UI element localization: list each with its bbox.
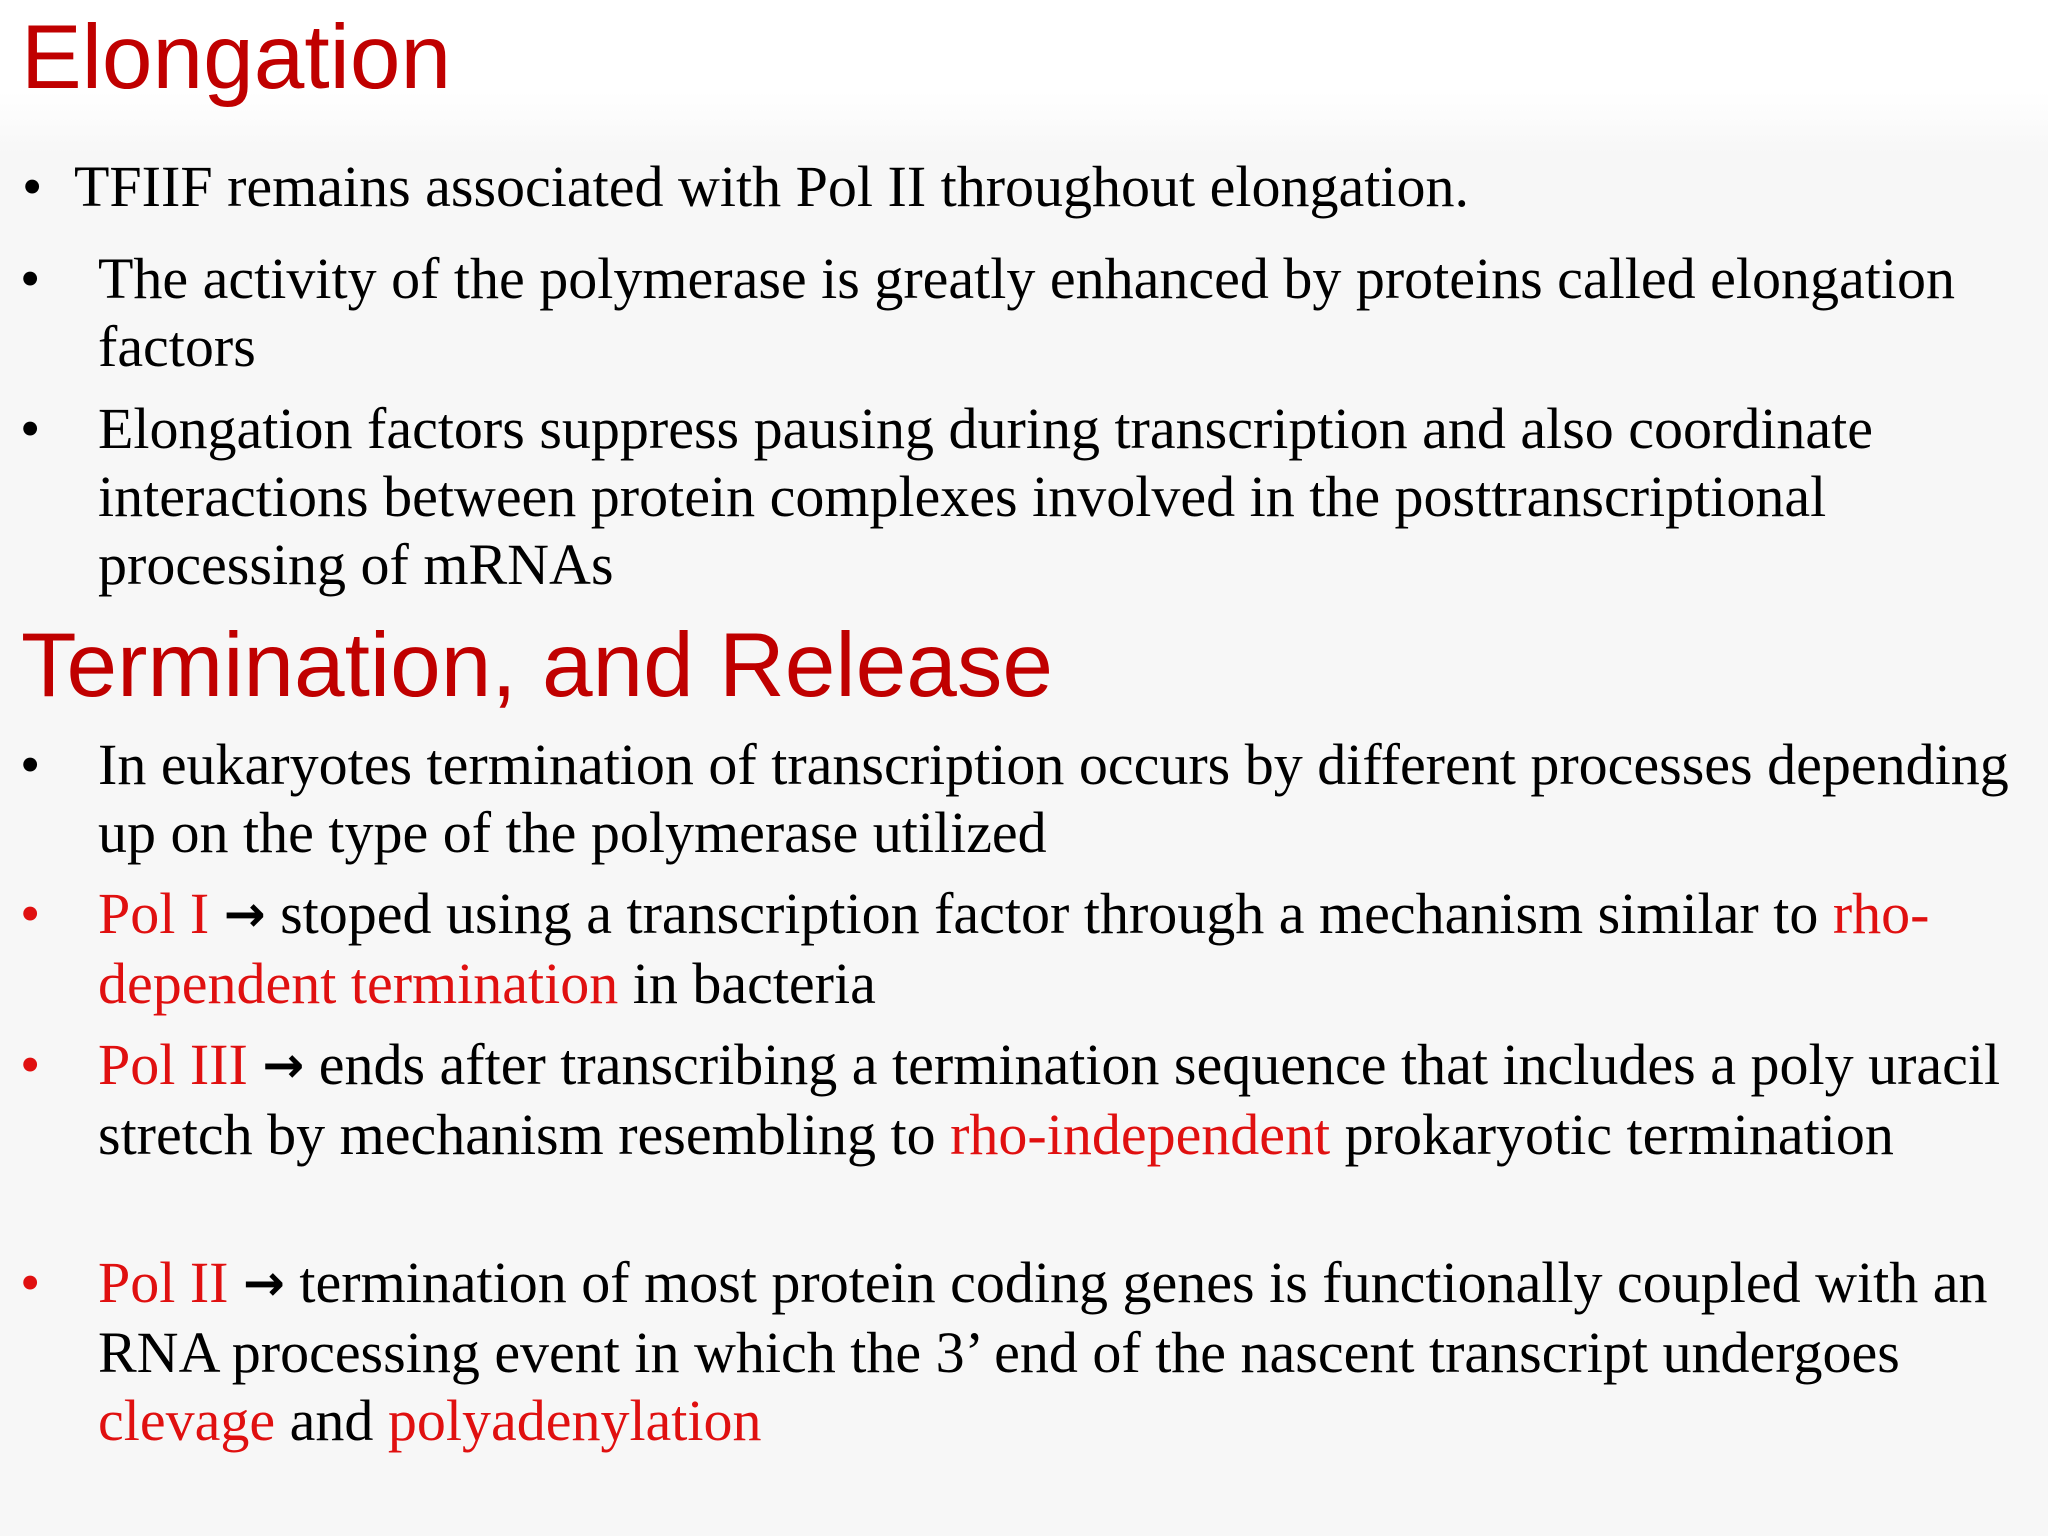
right-arrow-icon: → [243, 1254, 285, 1312]
bullet-text: Elongation factors suppress pausing during transcription and also coordinate interactions between protein complexes involved in the posttranscriptional processing of mRNAs [98, 396, 1874, 597]
bullet-text: The activity of the polymerase is greatly enhanced by proteins called elongation factors [98, 246, 1955, 379]
bullet-text: TFIIF remains associated with Pol II throughout elongation. [74, 154, 1470, 219]
bullet-text: In eukaryotes termination of transcription occurs by different processes depending up on the type of the polymerase utilized [98, 732, 2009, 865]
bullet-marker: • [20, 881, 41, 946]
heading-elongation: Elongation [21, 7, 452, 108]
right-arrow-icon: → [262, 1036, 305, 1094]
bullet-pol-ii [20, 1249, 2028, 1455]
bullet-pol-i [20, 880, 2028, 1018]
bullet-text-part: stoped using a transcription factor through a mechanism similar to [265, 881, 1833, 946]
bullet-eukaryote-termination [20, 731, 2028, 867]
highlight-term: clevage [98, 1388, 276, 1453]
bullet-text-part: prokaryotic termination [1330, 1102, 1894, 1167]
bullet-text-part: and [275, 1388, 388, 1453]
bullet-polymerase-activity [20, 245, 2028, 381]
bullet-text [98, 1031, 2028, 1169]
bullet-elongation-factors [20, 395, 2038, 599]
bullet-pol-iii [20, 1031, 2028, 1169]
heading-termination: Termination, and Release [21, 615, 1053, 716]
highlight-term: rho-independent [950, 1102, 1331, 1167]
bullet-marker: • [20, 732, 41, 797]
bullet-text [98, 1249, 2028, 1455]
bullet-marker: • [20, 396, 41, 461]
bullet-text-part: ends after transcribing a termination sequence that includes a poly uracil stretch by mechanism resembling to [98, 1032, 2001, 1167]
bullet-text [98, 880, 2028, 1018]
polymerase-label: Pol III [98, 1032, 248, 1097]
bullet-marker: • [22, 154, 43, 219]
bullet-marker: • [20, 1250, 41, 1315]
polymerase-label: Pol I [98, 881, 210, 946]
highlight-term: polyadenylation [387, 1388, 762, 1453]
bullet-marker: • [20, 1032, 41, 1097]
right-arrow-icon: → [223, 885, 266, 943]
polymerase-label: Pol II [98, 1250, 229, 1315]
highlight-term: rho-dependent termination [98, 881, 1930, 1016]
bullet-text-part: termination of most protein coding genes is functionally coupled with an RNA processing event in which the 3’ end of the nascent transcript undergoes [98, 1250, 1988, 1385]
bullet-text-part: in bacteria [618, 951, 876, 1016]
bullet-marker: • [20, 246, 41, 311]
bullet-tfiif [22, 153, 2014, 221]
